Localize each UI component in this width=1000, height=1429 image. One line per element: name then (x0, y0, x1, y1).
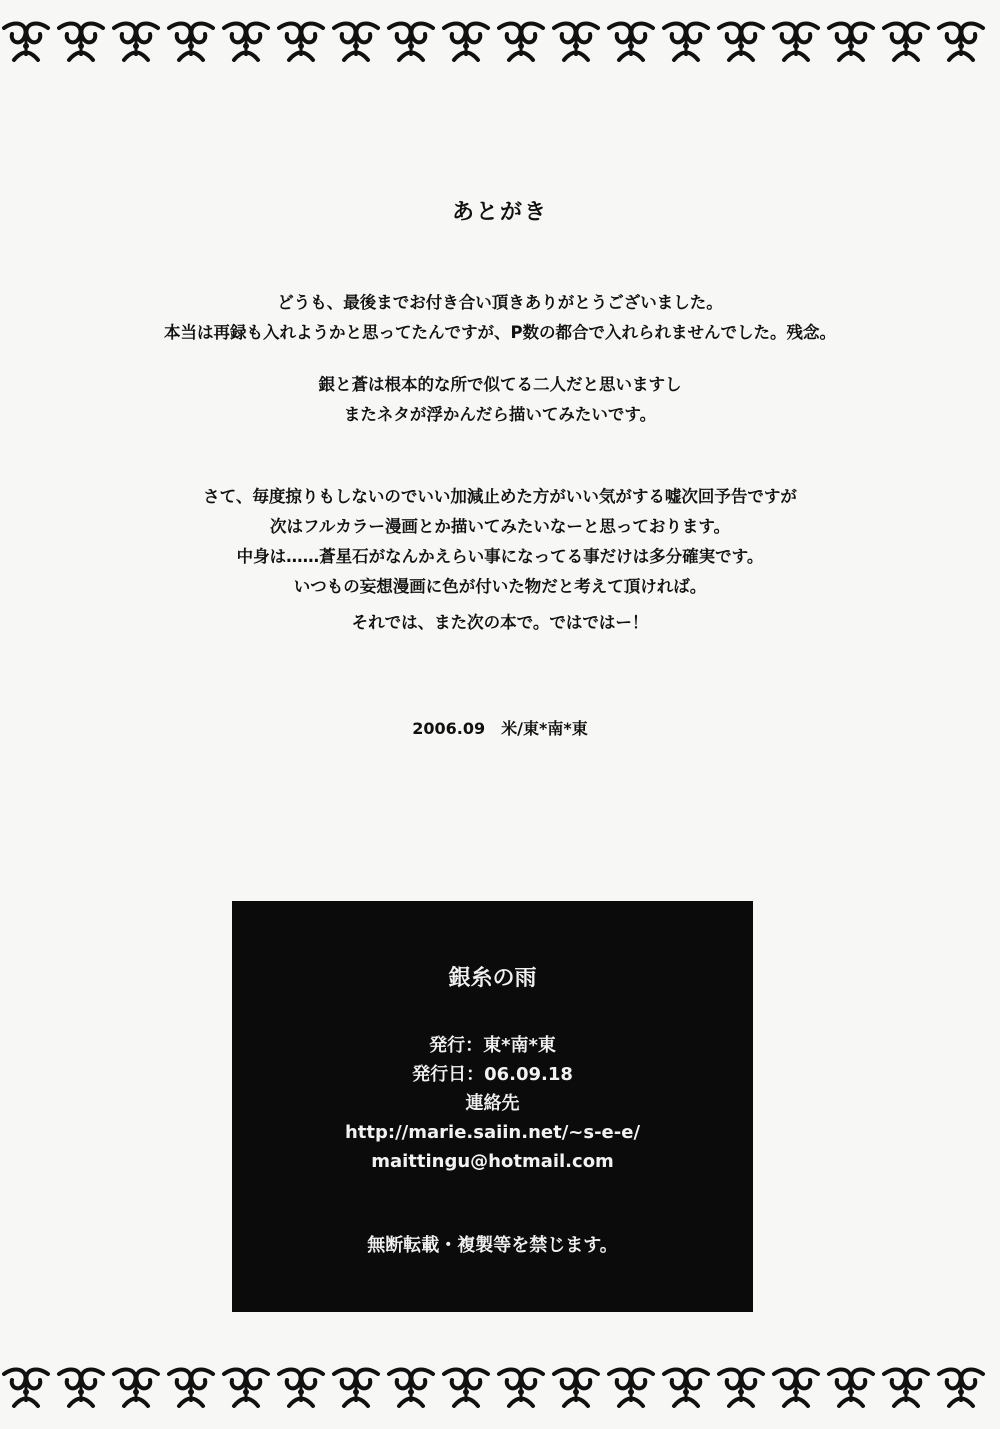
text-line: さて、毎度掠りもしないのでいい加減止めた方がいい気がする嘘次回予告ですが (203, 487, 797, 506)
text-line: それでは、また次の本で。ではではー！ (351, 613, 649, 632)
text-line: 本当は再録も入れようかと思ってたんですが、P数の都合で入れられませんでした。残念。 (163, 323, 837, 342)
text-line: 銀と蒼は根本的な所で似てる二人だと思いますし (318, 375, 682, 394)
page-title: あとがき (451, 200, 548, 225)
paragraph-next-preview (0, 482, 1000, 602)
paragraph-farewell (0, 608, 1000, 638)
contact-label: 連絡先 (465, 1093, 520, 1114)
paragraph-thanks (0, 288, 1000, 348)
signature: 2006.09 米/東*南*東 (412, 719, 588, 738)
text-line: 中身は……蒼星石がなんかえらい事になってる事だけは多分確実です。 (236, 547, 764, 566)
contact-email: maittingu@hotmail.com (371, 1151, 614, 1172)
contact-url: http://marie.saiin.net/~s-e-e/ (344, 1122, 641, 1143)
publish-date: 発行日：06.09.18 (412, 1064, 573, 1085)
publisher: 発行：東*南*東 (429, 1035, 556, 1056)
text-line: どうも、最後までお付き合い頂きありがとうございました。 (277, 293, 723, 312)
paragraph-characters (0, 370, 1000, 430)
colophon-info (232, 1031, 753, 1176)
text-line: またネタが浮かんだら描いてみたいです。 (343, 405, 657, 424)
text-line: いつもの妄想漫画に色が付いた物だと考えて頂ければ。 (293, 577, 707, 596)
copyright-notice: 無断転載・複製等を禁じます。 (367, 1235, 618, 1256)
ornamental-border-bottom (0, 1358, 1000, 1416)
book-title: 銀糸の雨 (448, 966, 537, 991)
text-line: 次はフルカラー漫画とか描いてみたいなーと思っております。 (269, 517, 731, 536)
colophon-box (232, 901, 753, 1312)
ornamental-border-top (0, 12, 1000, 70)
